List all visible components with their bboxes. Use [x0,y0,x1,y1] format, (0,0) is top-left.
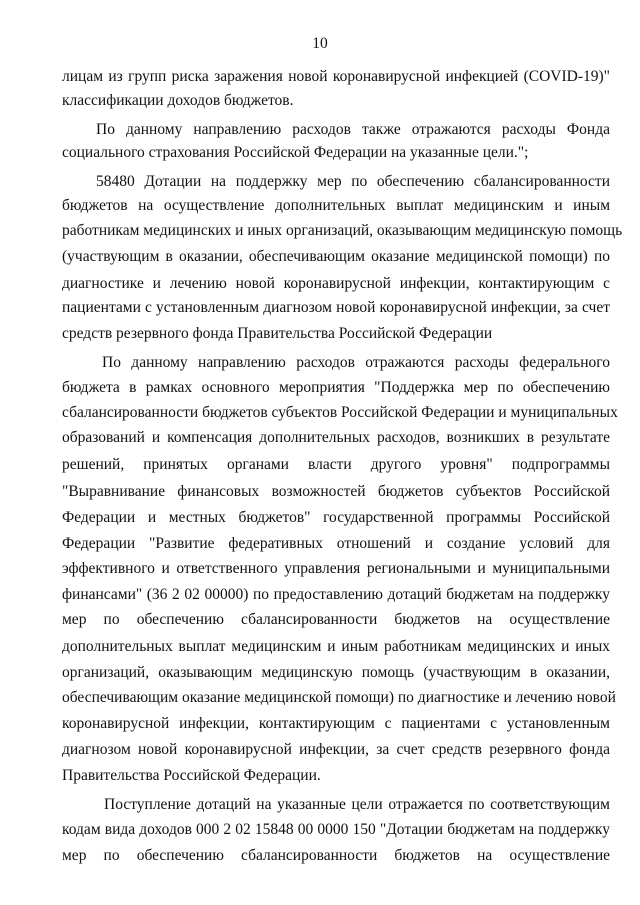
text-line: коронавирусной инфекции, контактирующим с пациентами с установленным [62,715,610,732]
text-line: образований и компенсация дополнительных расходов, возникших в результате [62,429,610,446]
text-line: бюджетов на осуществление дополнительных выплат медицинским и иным [62,197,610,214]
text-line: эффективного и ответственного управления региональными и муниципальными [62,560,610,577]
text-line: классификации доходов бюджетов. [62,92,294,109]
text-line: решений, принятых органами власти другого уровня" подпрограммы [62,456,610,473]
text-line: диагностике и лечению новой коронавирусной инфекции, контактирующим с [62,275,610,292]
text-line: средств резервного фонда Правительства Российской Федерации [62,325,493,342]
text-line: сбалансированности бюджетов субъектов Российской Федерации и муниципальных [62,404,618,421]
text-line: диагнозом новой коронавирусной инфекции, за счет средств резервного фонда [62,741,610,758]
text-line: "Выравнивание финансовых возможностей бюджетов субъектов Российской [62,483,610,500]
text-line: По данному направлению расходов отражаются расходы федерального [102,354,610,371]
text-line: лицам из групп риска заражения новой коронавирусной инфекцией (COVID-19)" [62,68,610,85]
text-line: кодам вида доходов 000 2 02 15848 00 0000 150 "Дотации бюджетам на поддержку [62,821,610,838]
text-line: финансами" (36 2 02 00000) по предоставлению дотаций бюджетам на поддержку [62,586,610,603]
text-line: работникам медицинских и иных организаций, оказывающим медицинскую помощь [62,222,623,239]
text-line: мер по обеспечению сбалансированности бюджетов на осуществление [62,847,610,864]
text-line: Федерации и местных бюджетов" государственной программы Российской [62,509,610,526]
text-line: обеспечивающим оказание медицинской помощи) по диагностике и лечению новой [62,689,616,706]
text-line: Поступление дотаций на указанные цели отражается по соответствующим [104,796,610,813]
text-line: По данному направлению расходов также отражаются расходы Фонда [96,121,610,138]
text-line: дополнительных выплат медицинским и иным работникам медицинских и иных [62,638,610,655]
text-line: мер по обеспечению сбалансированности бюджетов на осуществление [62,611,610,628]
text-line: организаций, оказывающим медицинскую помощь (участвующим в оказании, [62,664,610,681]
text-line: Правительства Российской Федерации. [62,767,321,784]
text-line: пациентами с установленным диагнозом новой коронавирусной инфекции, за счет [62,299,610,316]
text-line: социального страхования Российской Федерации на указанные цели."; [62,144,529,161]
text-line: (участвующим в оказании, обеспечивающим оказание медицинской помощи) по [62,248,610,265]
text-line: бюджета в рамках основного мероприятия "Поддержка мер по обеспечению [62,379,610,396]
text-line: Федерации "Развитие федеративных отношений и создание условий для [62,535,610,552]
page-number: 10 [312,35,328,52]
text-line: 58480 Дотации на поддержку мер по обеспечению сбалансированности [96,173,610,190]
